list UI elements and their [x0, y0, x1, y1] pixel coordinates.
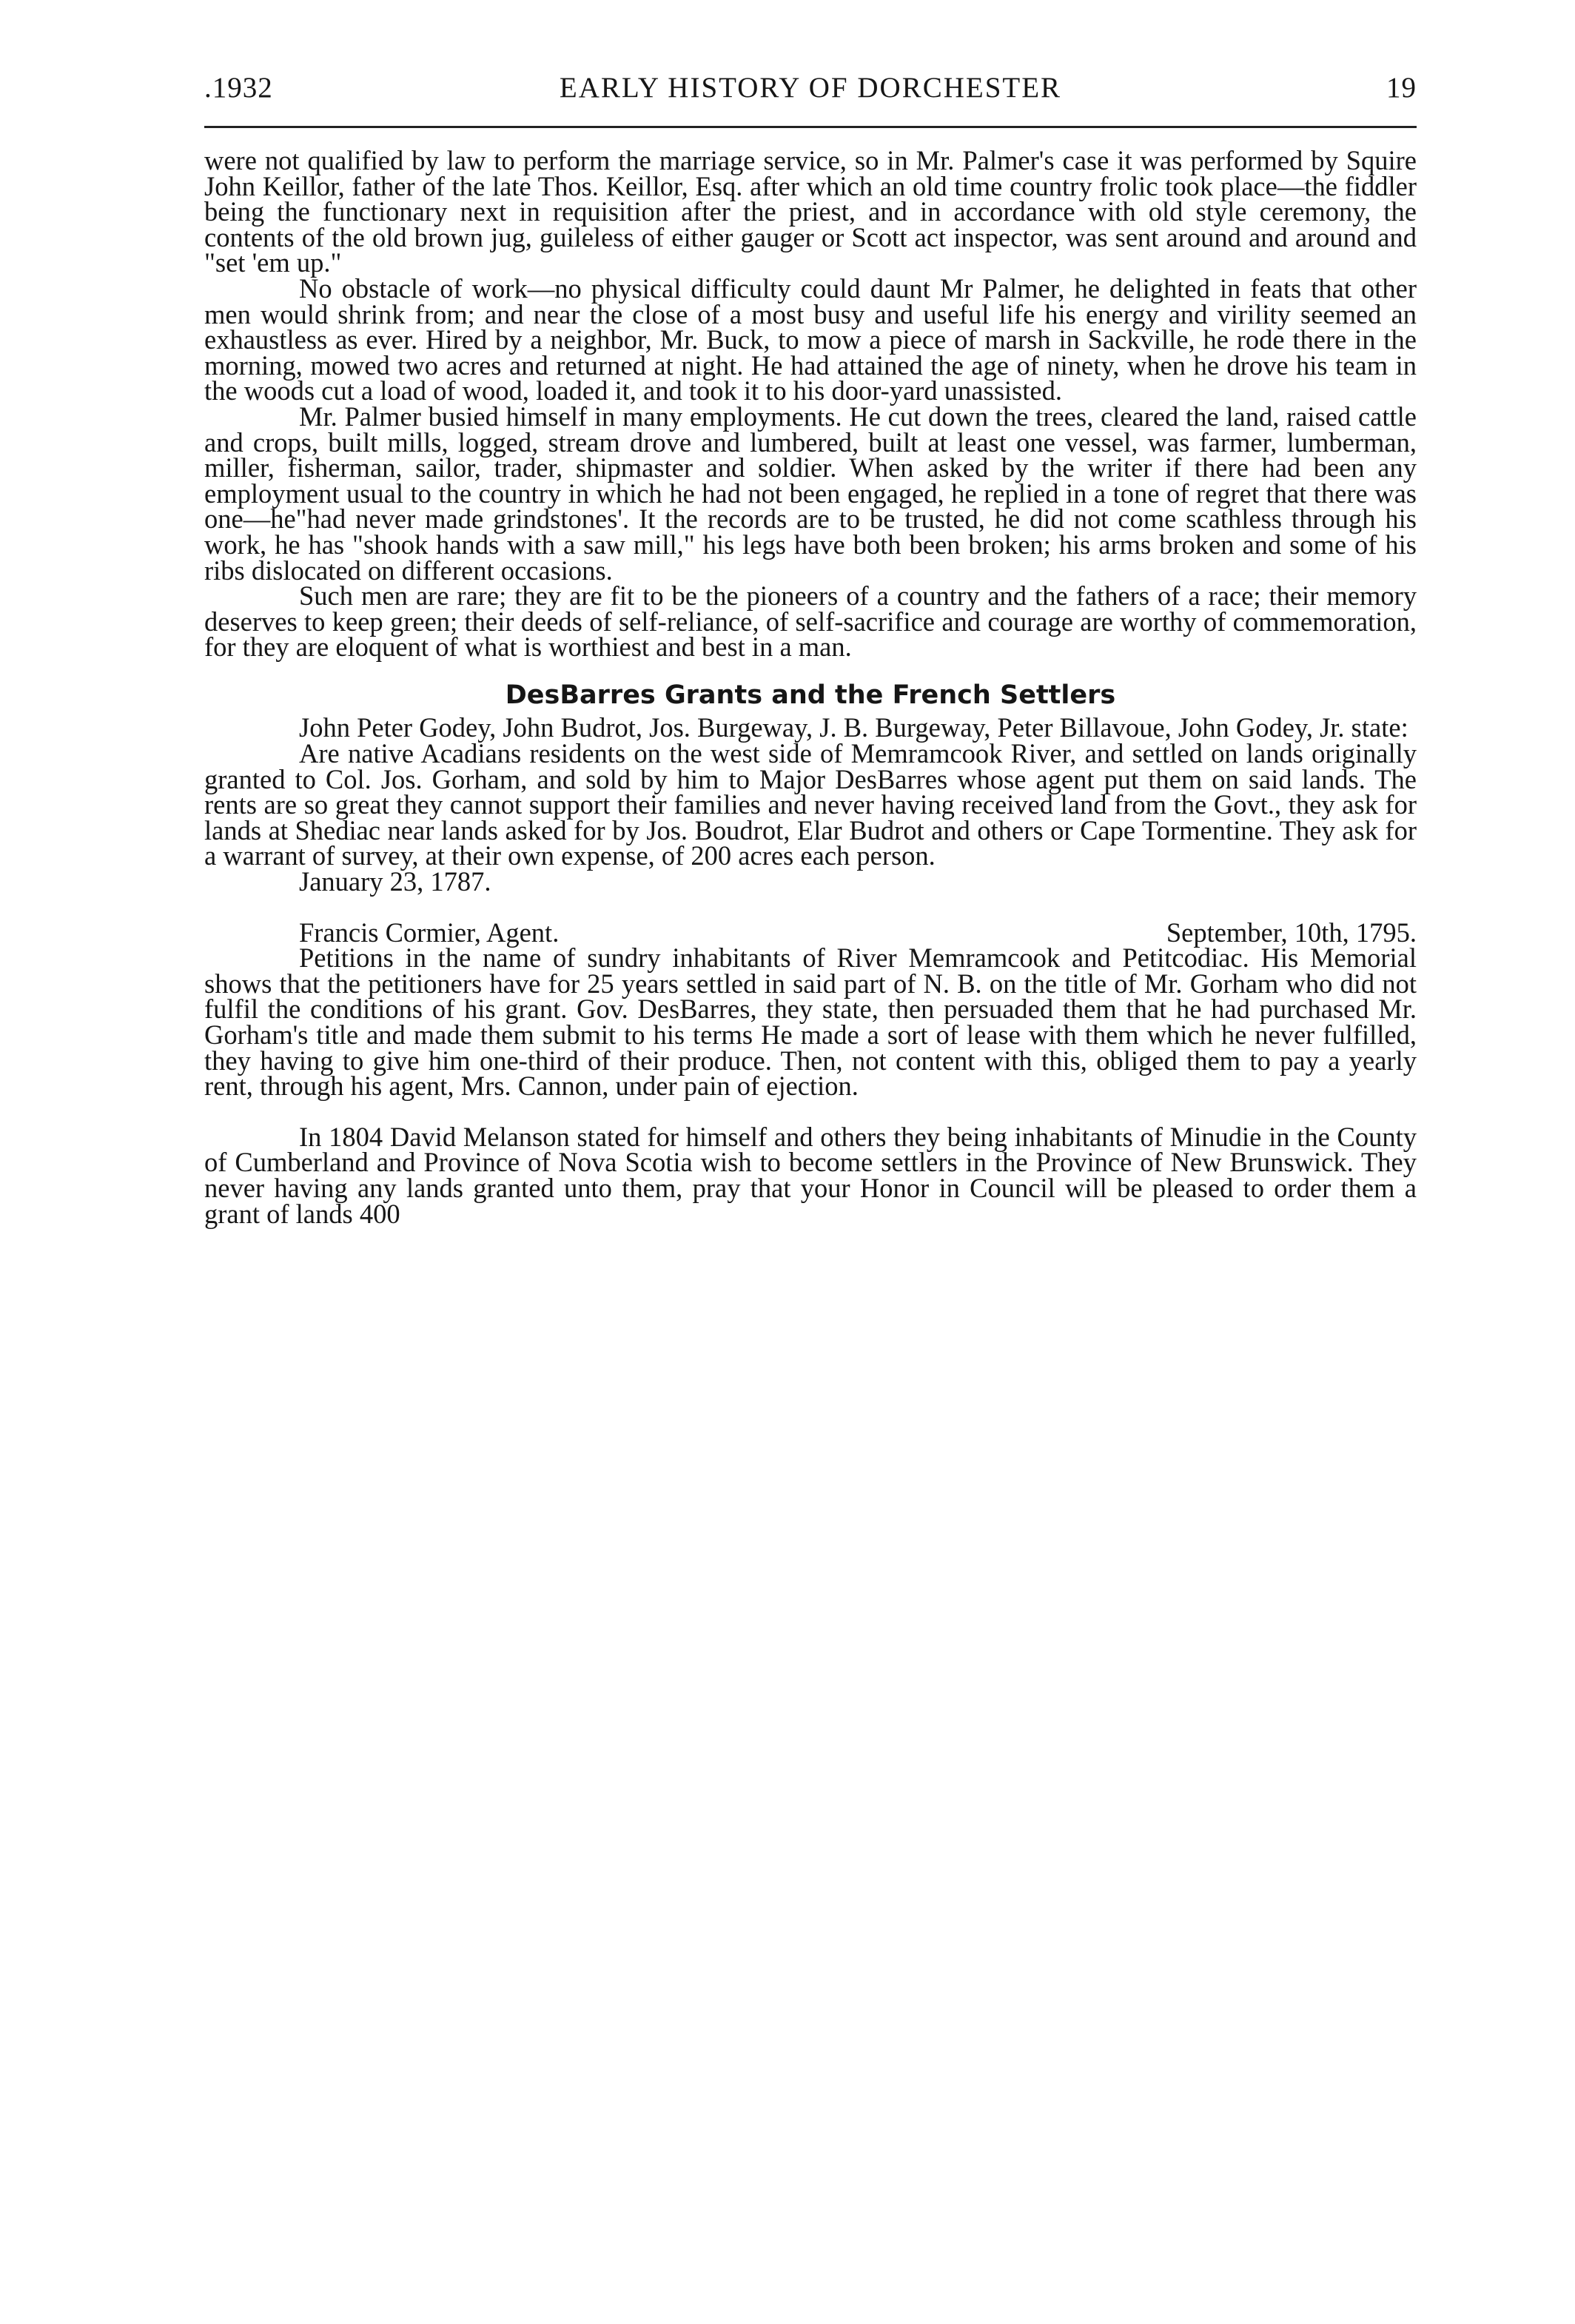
paragraph-feats: No obstacle of work—no physical difficulty could daunt Mr Palmer, he delighted in feats that other men would shrink from; and near the close of a most busy and useful life his energy and virility seemed an exhaustless as ever. Hired by a neighbor, Mr. Buck, to mow a piece of marsh in Sackville, he rode there in the morning, mowed two acres and returned at night. He had attained the age of ninety, when he drove his team in the woods cut a load of wood, loaded it, and took it to his door-yard unassisted. [204, 272, 1417, 406]
page-body [204, 145, 1417, 1229]
page-number: 19 [1386, 72, 1417, 104]
paragraph-pioneers: Such men are rare; they are fit to be the pioneers of a country and the fathers of a race; their memory deserves to keep green; their deeds of self-reliance, of self-sacrifice and courage are worthy of commemoration, for they are eloquent of what is worthiest and best in a man. [204, 580, 1417, 663]
header-rule [204, 126, 1417, 128]
agent-date: September, 10th, 1795. [1166, 917, 1417, 948]
paragraph-melanson: In 1804 David Melanson stated for himself and others they being inhabitants of Minudie in the County of Cumberland and Province of Nova Scotia wish to become settlers in the Province of New Brunswick. They never having any lands granted unto them, pray that your Honor in Council will be pleased to order them a grant of lands 400 [204, 1121, 1417, 1229]
page-header [204, 71, 1417, 115]
header-year: .1932 [204, 72, 273, 104]
agent-line [204, 917, 1417, 948]
running-title: EARLY HISTORY OF DORCHESTER [559, 72, 1062, 104]
paragraph-memorial: Petitions in the name of sundry inhabitants of River Memramcook and Petitcodiac. His Memorial shows that the petitioners have for 25 years settled in said part of N. B. on the title of Mr. Gorham who did not fulfil the conditions of his grant. Gov. DesBarres, they state, then persuaded them that he had purchased Mr. Gorham's title and made them submit to his terms He made a sort of lease with them which he never fulfilled, they having to give him one-third of their produce. Then, not content with this, obliged them to pay a yearly rent, through his agent, Mrs. Cannon, under pain of ejection. [204, 942, 1417, 1102]
petition-date: January 23, 1787. [299, 866, 491, 897]
agent-name: Francis Cormier, Agent. [299, 917, 560, 948]
paragraph-employments: Mr. Palmer busied himself in many employments. He cut down the trees, cleared the land, raised cattle and crops, built mills, logged, stream drove and lumbered, built at least one vessel, was farmer, lumberman, miller, fisherman, sailor, trader, shipmaster and soldier. When asked by the writer if there had been any employment usual to the country in which he had not been engaged, he replied in a tone of regret that there was one—he"had never made grindstones'. It the records are to be trusted, he did not come scathless through his work, he has "shook hands with a saw mill," his legs have both been broken; his arms broken and some of his ribs dislocated on different occasions. [204, 401, 1417, 586]
paragraph-acadians: Are native Acadians residents on the west side of Memramcook River, and settled on lands originally granted to Col. Jos. Gorham, and sold by him to Major DesBarres whose agent put them on said lands. The rents are so great they cannot support their families and never having received land from the Govt., they ask for lands at Shediac near lands asked for by Jos. Boudrot, Elar Budrot and others or Cape Tormentine. They ask for a warrant of survey, at their own expense, of 200 acres each person. [204, 738, 1417, 871]
paragraph-marriage: were not qualified by law to perform the marriage service, so in Mr. Palmer's case it was performed by Squire John Keillor, father of the late Thos. Keillor, Esq. after which an old time country frolic took place—the fiddler being the functionary next in requisition after the priest, and in accordance with old style ceremony, the contents of the old brown jug, guileless of either gauger or Scott act inspector, was sent around and around and "set 'em up." [204, 145, 1417, 278]
section-heading: DesBarres Grants and the French Settlers [505, 680, 1116, 710]
paragraph-petitioners: John Peter Godey, John Budrot, Jos. Burgeway, J. B. Burgeway, Peter Billavoue, John Godey, Jr. state: [299, 712, 1408, 743]
